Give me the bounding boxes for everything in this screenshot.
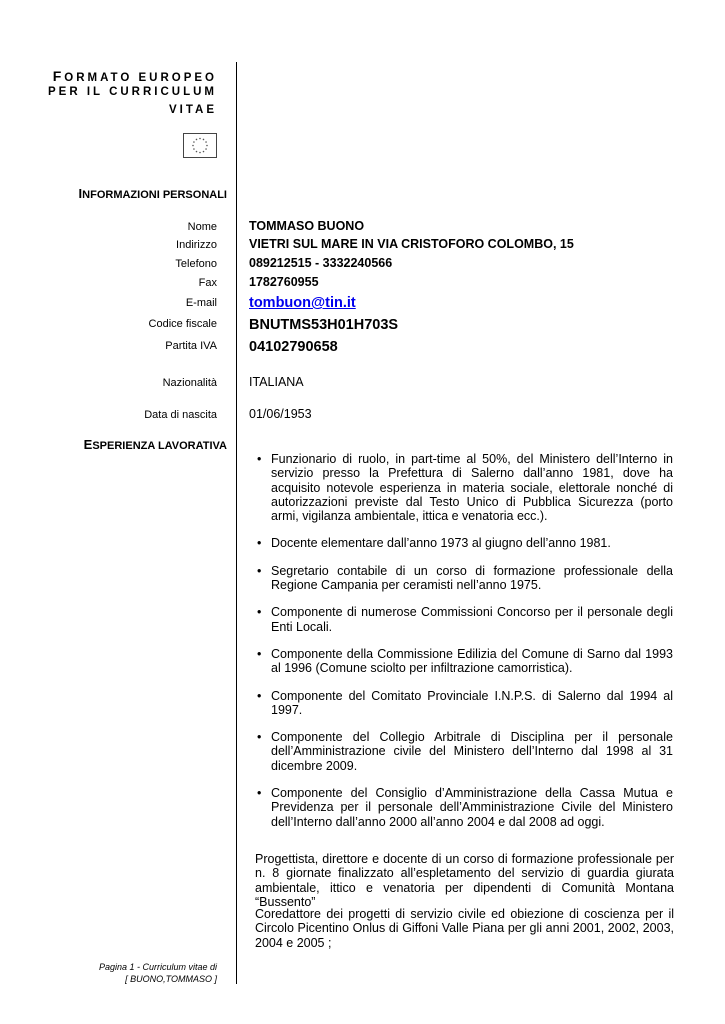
list-item: • Componente del Collegio Arbitrale di Disciplina per il personale dell’Amministrazione civile del Ministero dell’Interno dal 1998 al 31 dicembre 2009. (257, 730, 673, 773)
flag-star (206, 145, 208, 147)
label-data-nascita: Data di nascita (144, 409, 217, 421)
bullet-icon: • (257, 786, 262, 801)
value-telefono: 089212515 - 3332240566 (249, 256, 393, 270)
eu-flag-icon (183, 133, 217, 158)
flag-star (196, 151, 198, 153)
bullet-icon: • (257, 605, 262, 620)
list-item: • Componente di numerose Commissioni Concorso per il personale degli Enti Locali. (257, 605, 673, 634)
label-fax: Fax (198, 277, 217, 289)
list-item: • Funzionario di ruolo, in part-time al 50%, del Ministero dell’Interno in servizio presso la Prefettura di Salerno dall’anno 1981, dove ha acquisito notevole esperienza in materia sociale, elettorale nonché di autorizzazioni previste dal Testo Unico di Pubblica Sicurezza (porto armi, vigilanza ambientale, ittica e venatoria ecc.). (257, 452, 673, 524)
flag-star (199, 138, 201, 140)
list-item: • Componente del Consiglio d’Amministrazione della Cassa Mutua e Previdenza per il personale dell’Amministrazione Civile del Ministero dell’Interno dall’anno 2000 all’anno 2004 e dal 2008 ad oggi. (257, 786, 673, 829)
value-nome: TOMMASO BUONO (249, 219, 365, 233)
list-item: • Componente della Commissione Edilizia del Comune di Sarno dal 1993 al 1996 (Comune sciolto per infiltrazione camorristica). (257, 646, 673, 676)
section-work-experience: ESPERIENZA LAVORATIVA (83, 437, 227, 452)
cv-title-line2: PER IL CURRICULUM (48, 86, 217, 98)
value-data-nascita: 01/06/1953 (249, 407, 312, 421)
flag-star (203, 139, 205, 141)
flag-star (203, 151, 205, 153)
cv-title-line1: FORMATO EUROPEO (52, 68, 217, 84)
label-nazionalita: Nazionalità (162, 377, 217, 389)
flag-star (205, 148, 207, 150)
flag-star (199, 152, 201, 154)
experience-paragraph-1: Progettista, direttore e docente di un corso di formazione professionale per n. 8 giornate finalizzato all’espletamento del servizio di guardia giurata ambientale, ittico e venatoria per dipendenti di Comunità Montana “Bussento” (255, 852, 674, 909)
experience-paragraph-2: Coredattore dei progetti di servizio civile ed obiezione di coscienza per il Circolo Picentino Onlus di Giffoni Valle Piana per gli anni 2001, 2002, 2003, 2004 e 2005 ; (255, 907, 674, 950)
list-item: • Segretario contabile di un corso di formazione professionale della Regione Campania per ceramisti nell’anno 1975. (257, 563, 673, 593)
footer-line1: Pagina 1 - Curriculum vitae di (98, 962, 217, 972)
flag-star (192, 145, 194, 147)
label-codice-fiscale: Codice fiscale (148, 318, 217, 330)
value-codice-fiscale: BNUTMS53H01H703S (249, 317, 399, 333)
email-link[interactable]: tombuon@tin.it (249, 295, 356, 311)
bullet-icon: • (257, 646, 262, 661)
section-personal-info: INFORMAZIONI PERSONALI (78, 186, 227, 201)
label-nome: Nome (187, 221, 217, 233)
label-telefono: Telefono (175, 258, 217, 270)
page-footer (99, 962, 217, 985)
value-indirizzo: VIETRI SUL MARE IN VIA CRISTOFORO COLOMBO, 15 (249, 237, 574, 251)
flag-star (193, 148, 195, 150)
value-nazionalita: ITALIANA (249, 375, 304, 389)
bullet-icon: • (257, 452, 262, 466)
list-item: • Docente elementare dall’anno 1973 al giugno dell’anno 1981. (257, 536, 611, 551)
cv-title-line3: VITAE (168, 104, 217, 116)
label-email: E-mail (185, 297, 217, 309)
value-email (249, 295, 356, 311)
footer-line2: [ BUONO,TOMMASO ] (125, 973, 217, 984)
column-divider (236, 62, 237, 984)
bullet-icon: • (257, 688, 262, 703)
flag-star (193, 141, 195, 143)
bullet-icon: • (257, 730, 262, 745)
list-item: • Componente del Comitato Provinciale I.N.P.S. di Salerno dal 1994 al 1997. (257, 688, 673, 717)
value-fax: 1782760955 (249, 275, 319, 289)
bullet-icon: • (257, 563, 262, 578)
flag-star (205, 141, 207, 143)
experience-list (255, 452, 673, 842)
label-indirizzo: Indirizzo (176, 239, 217, 251)
label-partita-iva: Partita IVA (165, 340, 217, 352)
bullet-icon: • (257, 536, 262, 551)
value-partita-iva: 04102790658 (249, 339, 338, 355)
flag-star (196, 139, 198, 141)
